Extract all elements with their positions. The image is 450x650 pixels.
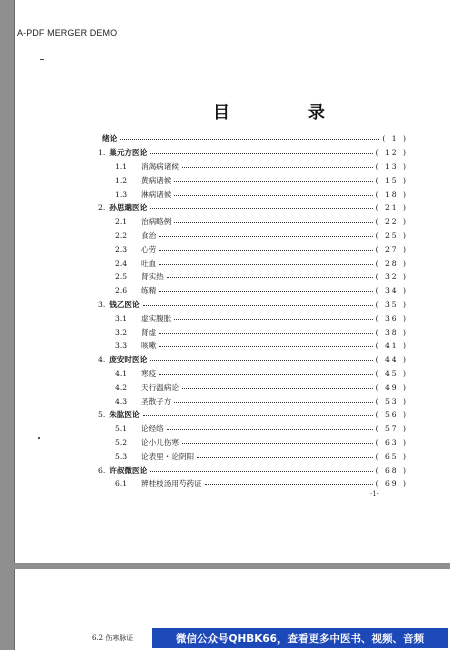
toc-entry-page: ( 15 ) bbox=[375, 175, 408, 185]
toc-entry-page: ( 38 ) bbox=[375, 327, 408, 337]
toc-entry-label: 辨桂枝汤用芍药证 bbox=[141, 479, 202, 489]
toc-entry[interactable] bbox=[98, 408, 408, 422]
toc-entry-number: 5. bbox=[98, 410, 106, 420]
watermark-text: A-PDF MERGER DEMO bbox=[17, 28, 118, 38]
toc-leader-dots bbox=[150, 208, 372, 209]
toc-entry[interactable] bbox=[98, 436, 408, 450]
toc-entry-label: 心劳 bbox=[141, 244, 157, 254]
toc-entry-page: ( 49 ) bbox=[375, 382, 408, 392]
toc-leader-dots bbox=[167, 429, 373, 430]
toc-entry-page: ( 56 ) bbox=[375, 410, 408, 420]
toc-leader-dots bbox=[174, 402, 372, 403]
toc-entry-label: 绪论 bbox=[102, 134, 118, 144]
toc-entry-number: 6. bbox=[98, 465, 106, 475]
toc-leader-dots bbox=[159, 374, 372, 375]
toc-leader-dots bbox=[197, 457, 372, 458]
toc-entry[interactable] bbox=[98, 449, 408, 463]
next-page-heading: 6.2 伤寒脉证 bbox=[92, 634, 134, 642]
toc-entry-label: 治病略例 bbox=[141, 217, 172, 227]
toc-entry-number: 3.2 bbox=[115, 327, 128, 337]
toc-entry-page: ( 35 ) bbox=[375, 299, 408, 309]
table-of-contents bbox=[98, 132, 408, 491]
page-number: ·1· bbox=[370, 490, 379, 498]
toc-leader-dots bbox=[150, 153, 372, 154]
toc-entry[interactable] bbox=[98, 146, 408, 160]
toc-entry-label: 天行温病论 bbox=[141, 382, 179, 392]
toc-entry-page: ( 34 ) bbox=[375, 286, 408, 296]
toc-entry-page: ( 45 ) bbox=[375, 368, 408, 378]
toc-entry-page: ( 57 ) bbox=[375, 424, 408, 434]
toc-entry-page: ( 27 ) bbox=[375, 244, 408, 254]
toc-entry-label: 许叔微医论 bbox=[109, 465, 148, 475]
toc-entry-label: 朱肱医论 bbox=[109, 410, 140, 420]
toc-entry-number: 2.6 bbox=[115, 286, 128, 296]
toc-leader-dots bbox=[205, 484, 373, 485]
toc-entry-label: 论小儿伤寒 bbox=[141, 437, 179, 447]
toc-entry-number: 2.3 bbox=[115, 244, 128, 254]
toc-entry-label: 淋病诸候 bbox=[141, 189, 172, 199]
toc-entry[interactable] bbox=[98, 256, 408, 270]
toc-leader-dots bbox=[159, 291, 372, 292]
toc-entry-page: ( 1 ) bbox=[382, 134, 408, 144]
toc-entry-page: ( 18 ) bbox=[375, 189, 408, 199]
toc-entry[interactable] bbox=[98, 132, 408, 146]
toc-entry-label: 孙思邈医论 bbox=[109, 203, 148, 213]
toc-entry[interactable] bbox=[98, 339, 408, 353]
toc-entry[interactable] bbox=[98, 325, 408, 339]
toc-leader-dots bbox=[174, 222, 372, 223]
toc-entry-page: ( 21 ) bbox=[375, 203, 408, 213]
toc-leader-dots bbox=[159, 250, 372, 251]
toc-entry-page: ( 41 ) bbox=[375, 341, 408, 351]
toc-leader-dots bbox=[143, 305, 373, 306]
toc-leader-dots bbox=[150, 360, 372, 361]
toc-entry-label: 论经络 bbox=[141, 424, 164, 434]
toc-entry-page: ( 22 ) bbox=[375, 217, 408, 227]
toc-entry-page: ( 13 ) bbox=[375, 161, 408, 171]
toc-entry-number: 4.2 bbox=[115, 382, 128, 392]
toc-entry-page: ( 25 ) bbox=[375, 230, 408, 240]
toc-entry-page: ( 53 ) bbox=[375, 396, 408, 406]
page-dot bbox=[38, 437, 40, 439]
toc-entry-label: 黄病诸候 bbox=[141, 175, 172, 185]
toc-entry-number: 3.1 bbox=[115, 313, 128, 323]
toc-entry[interactable] bbox=[98, 394, 408, 408]
toc-entry[interactable] bbox=[98, 367, 408, 381]
toc-entry-label: 肾实热 bbox=[141, 272, 164, 282]
toc-leader-dots bbox=[174, 195, 372, 196]
toc-entry-number: 2.5 bbox=[115, 272, 128, 282]
toc-leader-dots bbox=[182, 443, 373, 444]
toc-entry-label: 寒疫 bbox=[141, 368, 157, 378]
toc-entry[interactable] bbox=[98, 422, 408, 436]
toc-entry-page: ( 44 ) bbox=[375, 355, 408, 365]
toc-entry[interactable] bbox=[98, 298, 408, 312]
toc-leader-dots bbox=[174, 319, 372, 320]
toc-entry-page: ( 69 ) bbox=[375, 479, 408, 489]
toc-entry[interactable] bbox=[98, 463, 408, 477]
toc-entry-number: 1. bbox=[98, 148, 106, 158]
toc-entry-label: 食治 bbox=[141, 230, 157, 240]
toc-leader-dots bbox=[143, 415, 373, 416]
toc-entry[interactable] bbox=[98, 173, 408, 187]
toc-entry[interactable] bbox=[98, 187, 408, 201]
toc-entry-number: 2. bbox=[98, 203, 106, 213]
toc-leader-dots bbox=[159, 236, 372, 237]
toc-leader-dots bbox=[120, 139, 379, 140]
toc-entry[interactable] bbox=[98, 284, 408, 298]
toc-entry[interactable] bbox=[98, 215, 408, 229]
toc-entry-label: 钱乙医论 bbox=[109, 299, 140, 309]
toc-leader-dots bbox=[167, 277, 373, 278]
ad-banner[interactable]: 微信公众号QHBK66，查看更多中医书、视频、音频 bbox=[152, 628, 448, 648]
toc-entry[interactable] bbox=[98, 201, 408, 215]
toc-entry[interactable] bbox=[98, 160, 408, 174]
toc-leader-dots bbox=[150, 471, 372, 472]
toc-leader-dots bbox=[182, 167, 373, 168]
toc-entry-label: 咳嗽 bbox=[141, 341, 157, 351]
toc-entry-page: ( 28 ) bbox=[375, 258, 408, 268]
toc-entry-label: 圣散子方 bbox=[141, 396, 172, 406]
toc-entry[interactable] bbox=[98, 353, 408, 367]
toc-entry[interactable] bbox=[98, 477, 408, 491]
toc-entry-label: 消渴病诸候 bbox=[141, 161, 179, 171]
toc-entry-page: ( 65 ) bbox=[375, 451, 408, 461]
toc-entry-number: 4. bbox=[98, 355, 106, 365]
toc-entry-label: 论表里・论阴阳 bbox=[141, 451, 195, 461]
toc-entry-label: 虚实腹胀 bbox=[141, 313, 172, 323]
toc-leader-dots bbox=[159, 346, 372, 347]
toc-entry-number: 2.4 bbox=[115, 258, 128, 268]
toc-entry[interactable] bbox=[98, 311, 408, 325]
toc-entry-page: ( 32 ) bbox=[375, 272, 408, 282]
toc-entry-page: ( 36 ) bbox=[375, 313, 408, 323]
toc-entry-number: 2.2 bbox=[115, 230, 128, 240]
toc-entry-label: 肾虚 bbox=[141, 327, 157, 337]
toc-entry-label: 吐血 bbox=[141, 258, 157, 268]
toc-entry-number: 5.2 bbox=[115, 437, 128, 447]
toc-entry-number: 4.1 bbox=[115, 368, 128, 378]
toc-entry-number: 3. bbox=[98, 299, 106, 309]
toc-leader-dots bbox=[159, 333, 372, 334]
toc-entry-number: 5.3 bbox=[115, 451, 128, 461]
toc-entry-page: ( 63 ) bbox=[375, 437, 408, 447]
toc-entry-label: 庞安时医论 bbox=[109, 355, 148, 365]
toc-leader-dots bbox=[174, 181, 372, 182]
toc-entry[interactable] bbox=[98, 270, 408, 284]
toc-entry-number: 3.3 bbox=[115, 341, 128, 351]
page-mark bbox=[40, 59, 44, 60]
toc-leader-dots bbox=[159, 264, 372, 265]
toc-entry-label: 巢元方医论 bbox=[109, 148, 148, 158]
toc-entry-label: 练精 bbox=[141, 286, 157, 296]
page-title: 目 录 bbox=[213, 103, 361, 123]
toc-entry-number: 5.1 bbox=[115, 424, 128, 434]
toc-entry-number: 1.2 bbox=[115, 175, 128, 185]
toc-entry[interactable] bbox=[98, 242, 408, 256]
toc-entry-page: ( 12 ) bbox=[375, 148, 408, 158]
toc-entry-page: ( 68 ) bbox=[375, 465, 408, 475]
toc-entry-number: 4.3 bbox=[115, 396, 128, 406]
toc-entry[interactable] bbox=[98, 229, 408, 243]
toc-entry[interactable] bbox=[98, 380, 408, 394]
toc-entry-number: 1.1 bbox=[115, 161, 128, 171]
toc-entry-number: 6.1 bbox=[115, 479, 128, 489]
toc-entry-number: 1.3 bbox=[115, 189, 128, 199]
toc-entry-number: 2.1 bbox=[115, 217, 128, 227]
toc-leader-dots bbox=[182, 388, 373, 389]
